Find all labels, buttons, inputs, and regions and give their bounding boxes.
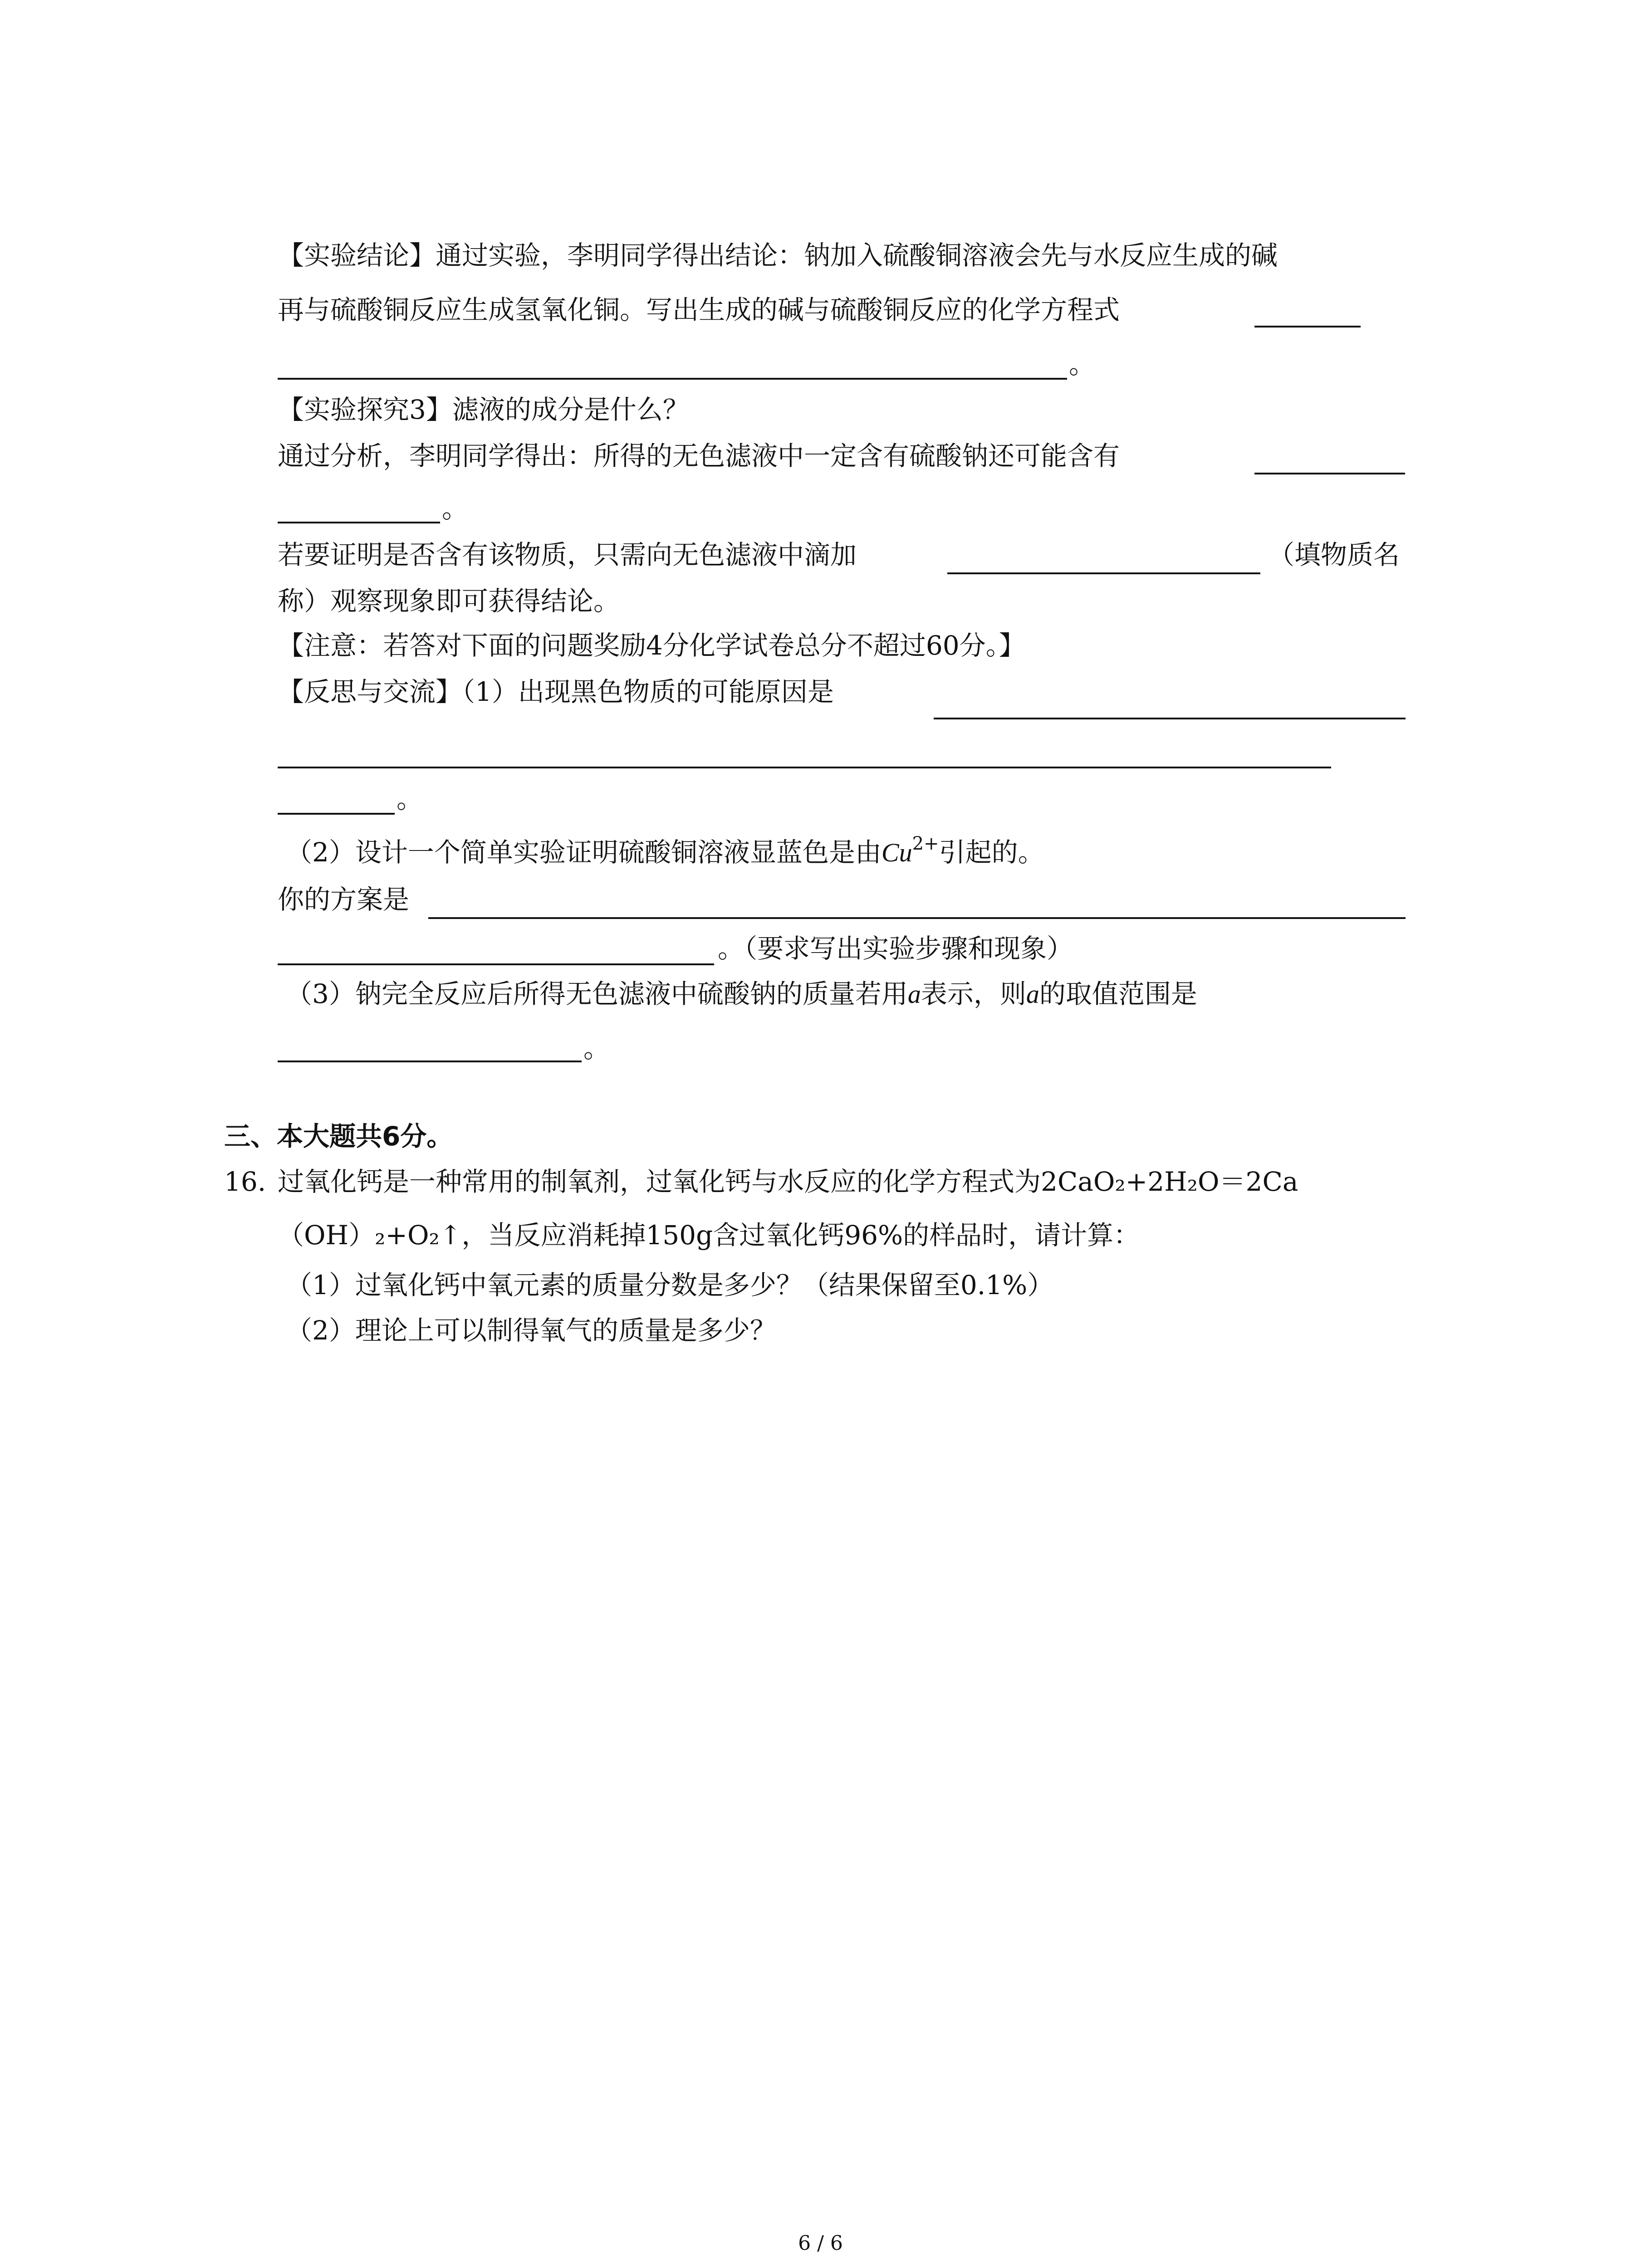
answer-blank-reagent[interactable] [947,572,1260,574]
question-3-end: 。 [583,1033,610,1064]
variable-a-2: a [1026,979,1039,1009]
explore3-analysis: 通过分析，李明同学得出：所得的无色滤液中一定含有硫酸钠还可能含有 [278,440,1120,471]
answer-blank-plan-1[interactable] [428,917,1406,919]
answer-blank-equation-2[interactable] [278,378,1067,380]
question-16-sub-2: （2）理论上可以制得氧气的质量是多少？ [286,1315,776,1346]
answer-blank-reason-2[interactable] [278,767,1331,768]
question-16-number: 16. [224,1166,266,1197]
plan-label: 你的方案是 [278,884,410,915]
reflect-end: 。 [397,783,423,814]
explore3-title: 【实验探究3】滤液的成分是什么？ [278,394,689,425]
answer-blank-range[interactable] [278,1061,582,1062]
question-2-text-a: （2）设计一个简单实验证明硫酸铜溶液显蓝色是由 [286,837,882,868]
answer-blank-reason-1[interactable] [934,718,1406,719]
section-3-heading: 三、本大题共6分。 [224,1121,453,1152]
question-16-sub-1: （1）过氧化钙中氧元素的质量分数是多少？（结果保留至0.1%） [286,1270,1054,1300]
copper-ion-charge: 2+ [912,833,939,854]
explore3-end: 。 [442,493,469,524]
question-2-line [286,833,1044,872]
prove-line-1b: （填物质名 [1268,539,1400,570]
reflect-line-1: 【反思与交流】（1）出现黑色物质的可能原因是 [278,676,834,707]
prove-line-1a: 若要证明是否含有该物质，只需向无色滤液中滴加 [278,539,857,570]
conclusion-line-2: 再与硫酸铜反应生成氢氧化铜。写出生成的碱与硫酸铜反应的化学方程式 [278,294,1120,325]
variable-a-1: a [907,979,921,1009]
question-3-line [286,974,1197,1014]
question-2-text-b: 引起的。 [939,837,1044,868]
bonus-note: 【注意：若答对下面的问题奖励4分化学试卷总分不超过60分。】 [278,630,1025,661]
question-3-text-b: 表示，则 [921,978,1026,1009]
question-16-line-1: 过氧化钙是一种常用的制氧剂，过氧化钙与水反应的化学方程式为2CaO₂+2H₂O＝2Ca [278,1166,1298,1197]
question-3-text-a: （3）钠完全反应后所得无色滤液中硫酸钠的质量若用 [286,978,908,1009]
question-16-line-2: （OH）₂+O₂↑，当反应消耗掉150g含过氧化钙96%的样品时，请计算： [278,1220,1140,1251]
answer-blank-plan-2[interactable] [278,963,714,965]
conclusion-line-1: 【实验结论】通过实验，李明同学得出结论：钠加入硫酸铜溶液会先与水反应生成的碱 [278,240,1278,271]
answer-blank-filtrate-2[interactable] [278,522,440,523]
copper-ion-symbol: Cu [881,838,912,867]
answer-blank-equation-1[interactable] [1254,326,1361,327]
page-number: 6 / 6 [798,2232,843,2255]
plan-end: 。（要求写出实验步骤和现象） [718,933,1073,964]
question-3-text-c: 的取值范围是 [1039,978,1197,1009]
answer-blank-filtrate-1[interactable] [1254,473,1405,474]
prove-line-2: 称）观察现象即可获得结论。 [278,586,620,616]
conclusion-end: 。 [1069,349,1096,380]
answer-blank-reason-3[interactable] [278,813,395,815]
